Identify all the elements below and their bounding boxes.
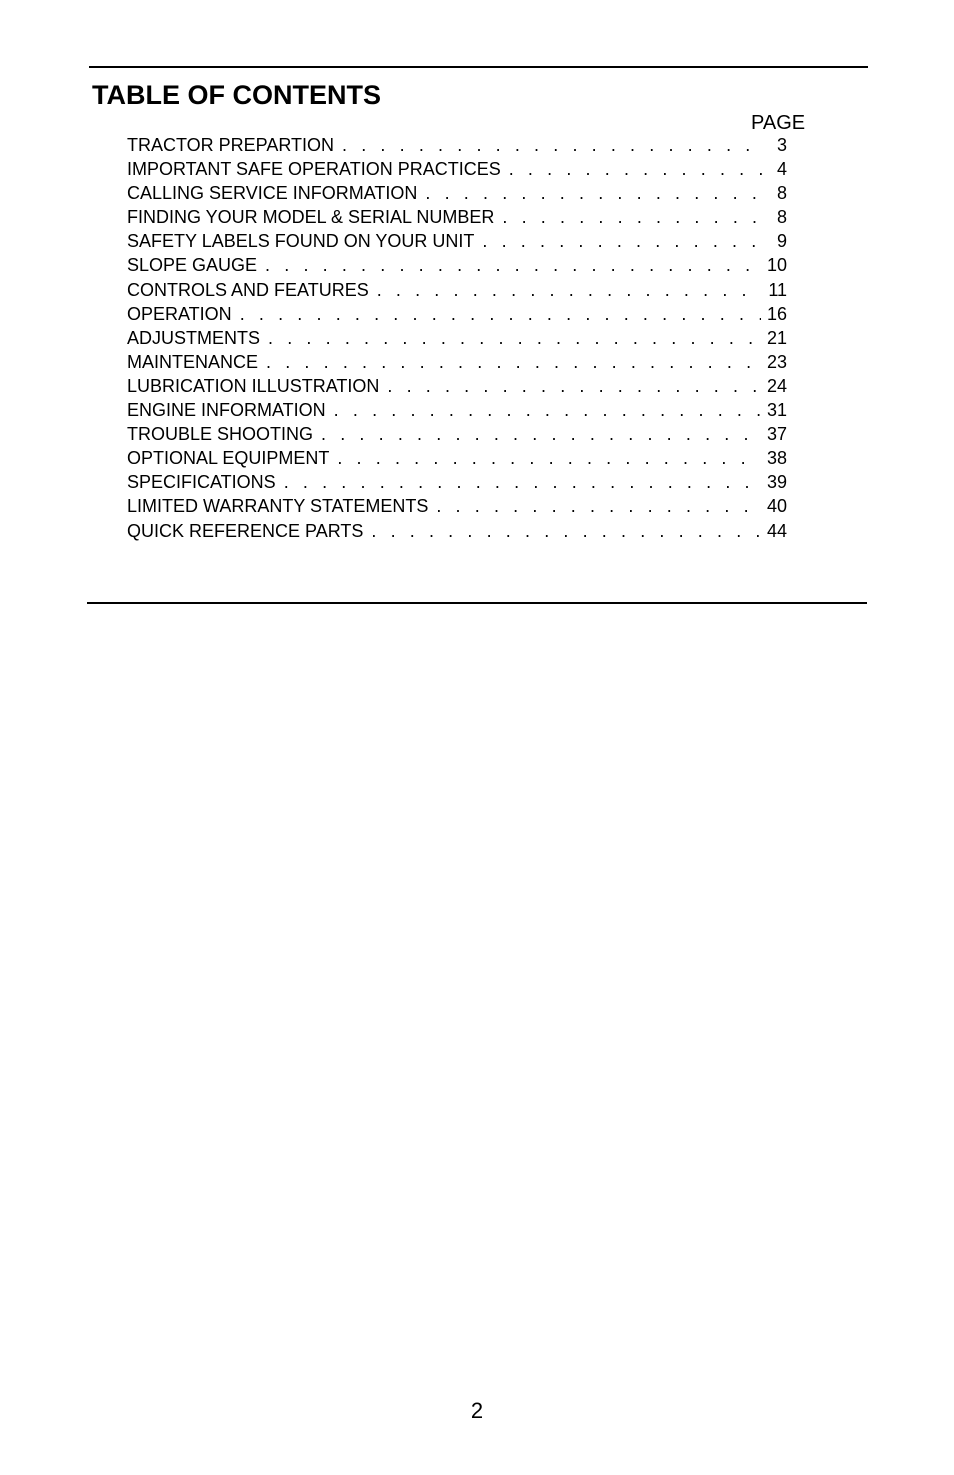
toc-entry[interactable] bbox=[127, 278, 787, 302]
toc-entry[interactable] bbox=[127, 133, 787, 157]
toc-entry[interactable] bbox=[127, 157, 787, 181]
toc-entry-label: CALLING SERVICE INFORMATION bbox=[127, 183, 418, 204]
dot-leader bbox=[482, 229, 763, 253]
dot-leader bbox=[425, 181, 763, 205]
toc-entry-label: CONTROLS AND FEATURES bbox=[127, 279, 369, 300]
dot-leader bbox=[265, 253, 761, 277]
toc-entry[interactable] bbox=[127, 181, 787, 205]
dot-leader bbox=[436, 494, 761, 518]
bottom-rule bbox=[87, 602, 867, 604]
toc-entry-label: TROUBLE SHOOTING bbox=[127, 424, 314, 445]
toc-entry-label: QUICK REFERENCE PARTS bbox=[127, 520, 364, 541]
toc-entry-label: IMPORTANT SAFE OPERATION PRACTICES bbox=[127, 159, 501, 180]
toc-entry[interactable] bbox=[127, 229, 787, 253]
toc-entry[interactable] bbox=[127, 253, 787, 277]
toc-entry[interactable] bbox=[127, 422, 787, 446]
dot-leader bbox=[387, 374, 761, 398]
toc-entry-label: SAFETY LABELS FOUND ON YOUR UNIT bbox=[127, 231, 475, 252]
toc-entry[interactable] bbox=[127, 326, 787, 350]
dot-leader bbox=[502, 205, 763, 229]
toc-entry-label: SLOPE GAUGE bbox=[127, 255, 258, 276]
toc-entry-page: 4 bbox=[776, 159, 787, 180]
dot-leader bbox=[509, 157, 763, 181]
toc-entry-page: 31 bbox=[766, 400, 787, 421]
dot-leader bbox=[240, 302, 761, 326]
toc-entry-page: 8 bbox=[776, 183, 787, 204]
toc-entry[interactable] bbox=[127, 470, 787, 494]
toc-entry[interactable] bbox=[127, 350, 787, 374]
toc-entry-label: SPECIFICATIONS bbox=[127, 472, 276, 493]
toc-entry[interactable] bbox=[127, 519, 787, 543]
toc-entry[interactable] bbox=[127, 446, 787, 470]
dot-leader bbox=[334, 398, 761, 422]
dot-leader bbox=[371, 519, 761, 543]
dot-leader bbox=[321, 422, 761, 446]
page-number: 2 bbox=[470, 1398, 484, 1423]
dot-leader bbox=[266, 350, 761, 374]
dot-leader bbox=[284, 470, 761, 494]
toc-entry[interactable] bbox=[127, 302, 787, 326]
toc-entry-page: 44 bbox=[766, 520, 787, 541]
dot-leader bbox=[342, 133, 763, 157]
toc-entry-label: OPTIONAL EQUIPMENT bbox=[127, 448, 330, 469]
dot-leader bbox=[337, 446, 761, 470]
toc-entry-label: MAINTENANCE bbox=[127, 351, 259, 372]
toc-entry-page: 39 bbox=[766, 472, 787, 493]
page-column-header: PAGE bbox=[751, 112, 806, 134]
toc-entry-label: LUBRICATION ILLUSTRATION bbox=[127, 375, 380, 396]
toc-entry-page: 37 bbox=[766, 424, 787, 445]
toc-entry-page: 24 bbox=[766, 375, 787, 396]
toc-entry[interactable] bbox=[127, 374, 787, 398]
toc-entry-page: 23 bbox=[766, 351, 787, 372]
toc-entry-page: 9 bbox=[776, 231, 787, 252]
dot-leader bbox=[377, 278, 763, 302]
toc-entry-label: TRACTOR PREPARTION bbox=[127, 135, 335, 155]
toc-entry-label: LIMITED WARRANTY STATEMENTS bbox=[127, 496, 429, 517]
toc-entry-page: 3 bbox=[776, 135, 787, 155]
dot-leader bbox=[268, 326, 761, 350]
toc-entry-label: ENGINE INFORMATION bbox=[127, 400, 326, 421]
toc-entry-page: 8 bbox=[776, 207, 787, 228]
toc-entry-label: ADJUSTMENTS bbox=[127, 327, 261, 348]
toc-entry-page: 38 bbox=[766, 448, 787, 469]
toc-entry-page: 21 bbox=[766, 327, 787, 348]
toc-entry-label: FINDING YOUR MODEL & SERIAL NUMBER bbox=[127, 207, 495, 228]
toc-entry-page: 40 bbox=[766, 496, 787, 517]
toc-entry[interactable] bbox=[127, 398, 787, 422]
toc-entry[interactable] bbox=[127, 205, 787, 229]
document-title: TABLE OF CONTENTS bbox=[92, 80, 381, 110]
toc-entry-label: OPERATION bbox=[127, 303, 232, 324]
toc-entry-page: 11 bbox=[768, 279, 787, 300]
toc-entry[interactable] bbox=[127, 494, 787, 518]
top-rule bbox=[89, 66, 868, 68]
table-of-contents bbox=[127, 133, 787, 543]
toc-entry-page: 10 bbox=[766, 255, 787, 276]
toc-entry-page: 16 bbox=[766, 303, 787, 324]
